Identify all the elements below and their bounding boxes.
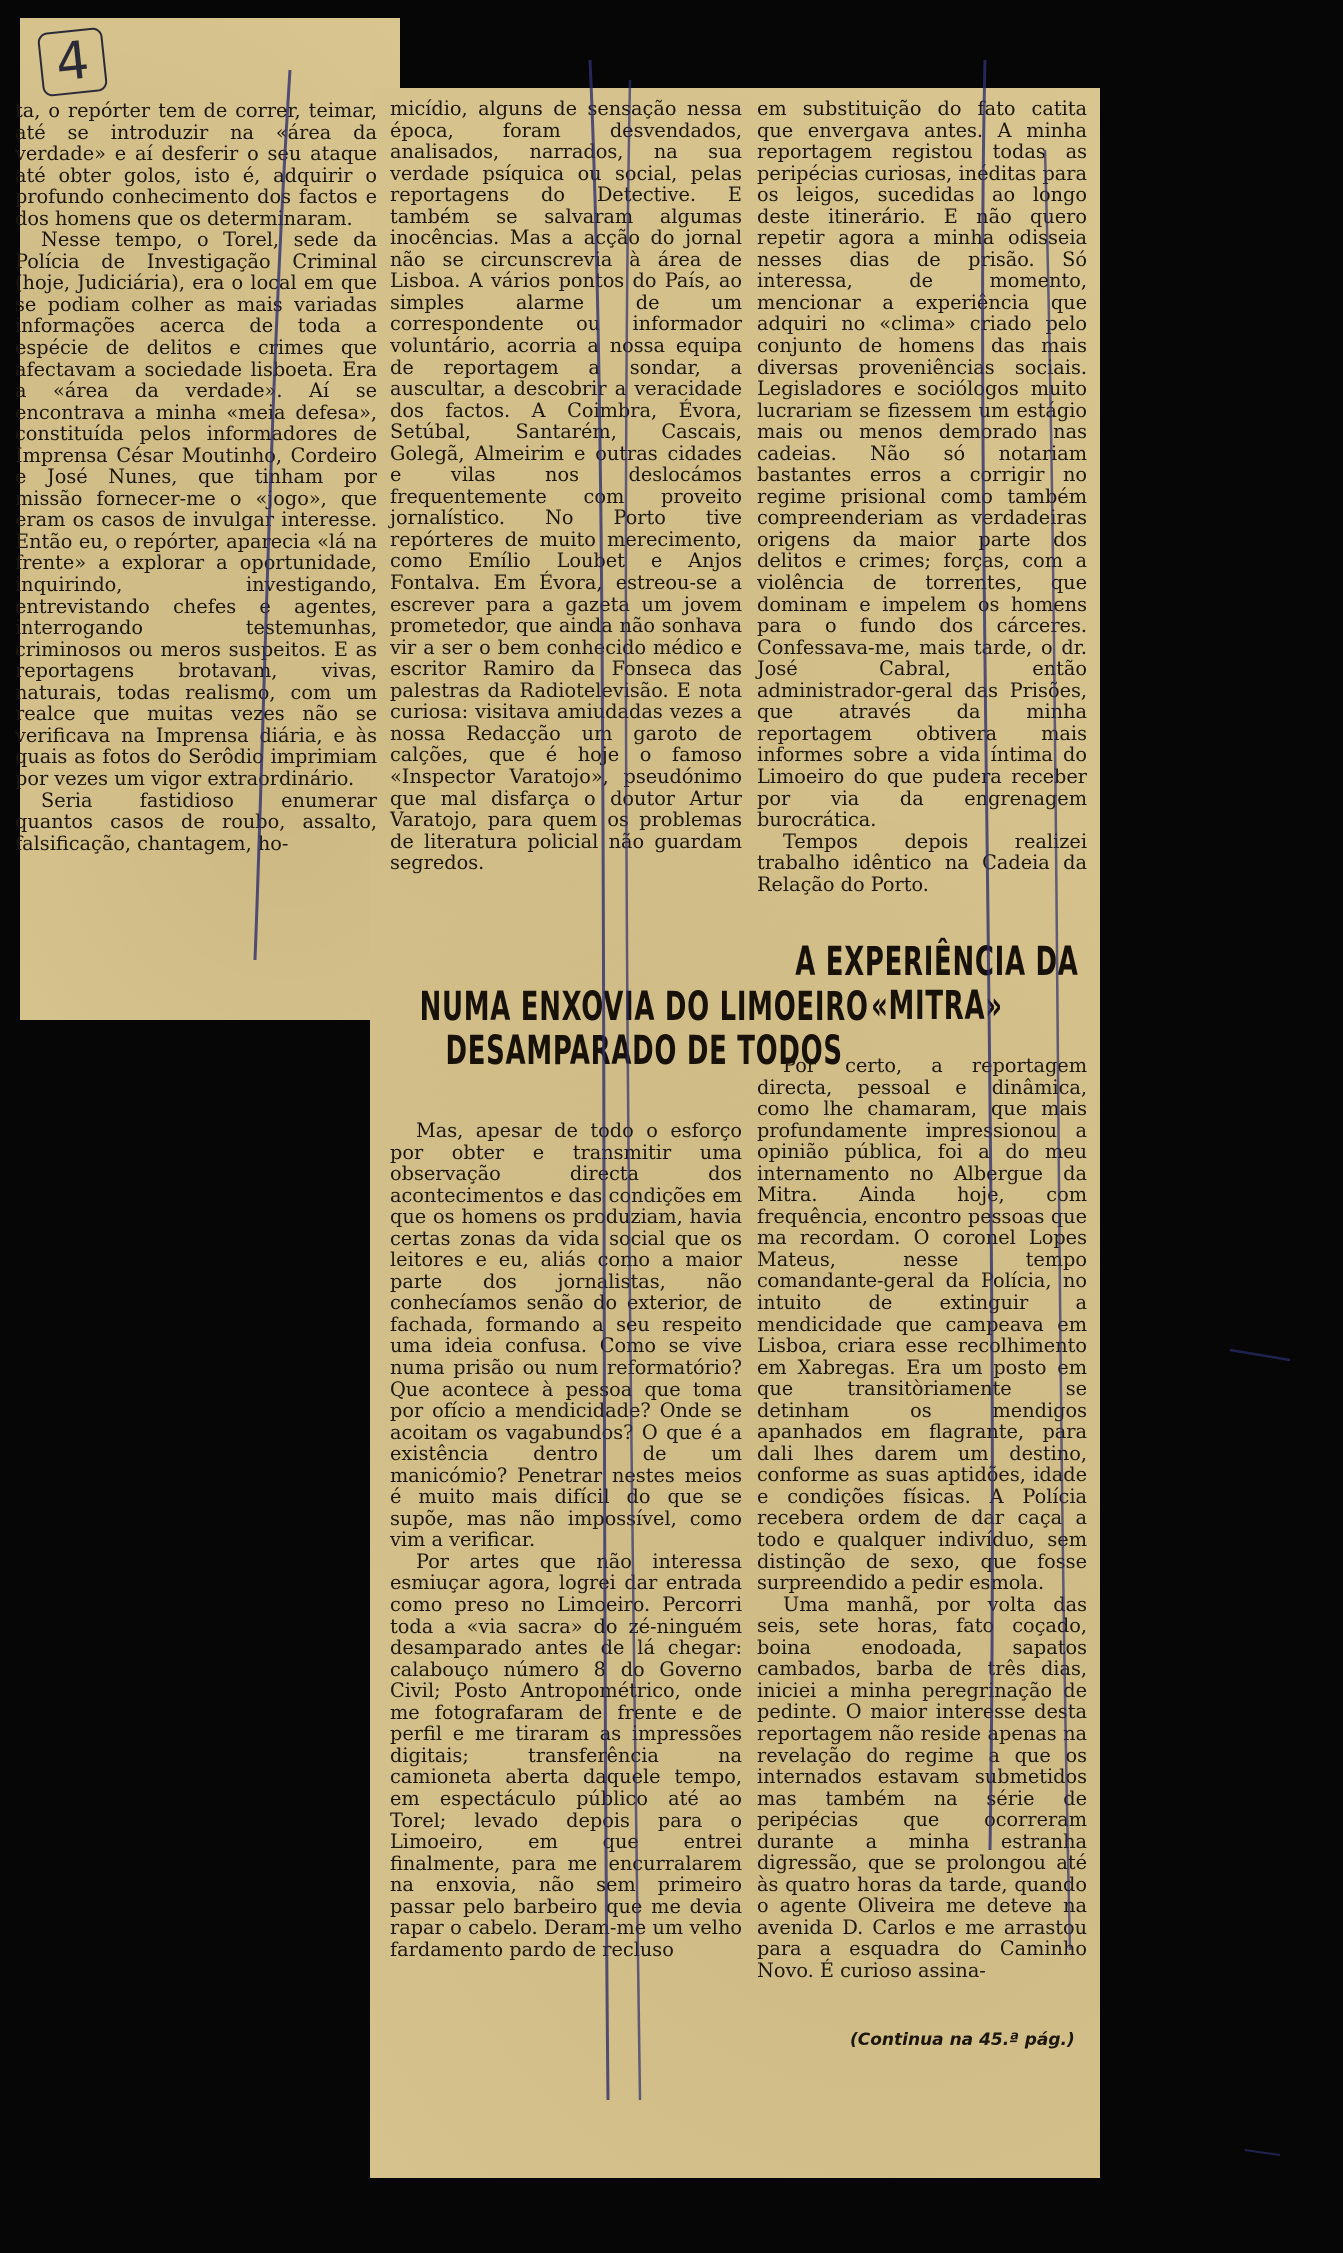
paragraph: em substituição do fato catita que envergava antes. A minha reportagem registou todas as peripécias curiosas, inéditas para os leigos, sucedidas ao longo deste itinerário. E não quero repetir agora a minha odisseia nesses dias de prisão. Só interessa, de momento, mencionar a experiência que adquiri no «clima» criado pelo conjunto de homens das mais diversas proveniências sociais. Legisladores e sociólogos muito lucrariam se fizessem um estágio mais ou menos demorado nas cadeias. Não só notariam bastantes erros a corrigir no regime prisional como também compreenderiam as verdadeiras origens da maior parte dos delitos e crimes; forças, com a violência de torrentes, que dominam e impelem os homens para o fundo dos cárceres. Confessava-me, mais tarde, o dr. José Cabral, então administrador-geral das Prisões, que através da minha reportagem obtivera mais informes sobre a vida íntima do Limoeiro do que pudera receber por via da engrenagem burocrática. [757, 97, 1087, 832]
pen-tick [1230, 1350, 1290, 1360]
paragraph: Por artes que não interessa esmiuçar agora, logrei dar entrada como preso no Limoeiro. Percorri toda a «via sacra» do zé-ninguém desamparado antes de lá chegar: calabouço número 8 do Governo Civil; Posto Antropométrico, onde me fotografaram de frente e de perfil e me tiraram as impressões digitais; transferência na camioneta aberta daquele tempo, em espectáculo público até ao Torel; levado depois para o Limoeiro, em que entrei finalmente, para me encurralarem na enxovia, não sem primeiro passar pelo barbeiro que me devia rapar o cabelo. Deram-me um velho fardamento pardo de recluso [390, 1549, 742, 1961]
handwritten-page-number: 4 [37, 27, 108, 97]
paragraph: Mas, apesar de todo o esforço por obter e transmitir uma observação directa dos acontecimentos e das condições em que os homens os produziam, havia certas zonas da vida social que os leitores e eu, aliás como a maior parte dos jornalistas, não conhecíamos senão do exterior, de fachada, formando a seu respeito uma ideia confusa. Como se vive numa prisão ou num reformatório? Que acontece à pessoa que toma por ofício a mendicidade? Onde se acoitam os vagabundos? O que é a existência dentro de um manicómio? Penetrar nestes meios é muito mais difícil do que se supõe, mas não impossível, como vim a verificar. [390, 1119, 742, 1552]
paragraph: Seria fastidioso enumerar quantos casos de roubo, assalto, falsificação, chantagem, ho- [15, 788, 377, 855]
pen-line [983, 60, 993, 1850]
paragraph: Por certo, a reportagem directa, pessoal e dinâmica, como lhe chamaram, que mais profundamente impressionou a opinião pública, foi a do meu internamento no Albergue da Mitra. Ainda hoje, com frequência, encontro pessoas que ma recordam. O coronel Lopes Mateus, nesse tempo comandante-geral da Polícia, no intuito de extinguir a mendicidade que campeava em Lisboa, criara esse recolhimento em Xabregas. Era um posto em que transitòriamente se detinham os mendigos apanhados em flagrante, para dali lhes darem um destino, conforme as suas aptidões, idade e condições físicas. A Polícia recebera ordem de dar caça a todo e qualquer indivíduo, sem distinção de sexo, que fosse surpreendido a pedir esmola. [757, 1054, 1087, 1595]
pen-tick [1245, 2150, 1280, 2155]
continuation-note: (Continua na 45.ª pág.) [850, 2030, 1075, 2050]
section-headline-mitra: A EXPERIÊNCIA DA «MITRA» [795, 939, 1079, 1029]
section-headline-limoeiro: NUMA ENXOVIA DO LIMOEIRO DESAMPARADO DE TODOS [419, 984, 869, 1074]
paragraph: ta, o repórter tem de correr, teimar, até se introduzir na «área da verdade» e aí desferir o seu ataque até obter golos, isto é, adquirir o profundo conhecimento dos factos e dos homens que os determinaram. [15, 99, 377, 230]
paragraph: micídio, alguns de sensação nessa época, foram desvendados, analisados, narrados, na sua verdade psíquica ou social, pelas reportagens do Detective. E também se salvaram algumas inocências. Mas a acção do jornal não se circunscrevia à área de Lisboa. A vários pontos do País, ao simples alarme de um correspondente ou informador voluntário, acorria a nossa equipa de reportagem a sondar, a auscultar, a descobrir a veracidade dos factos. A Coimbra, Évora, Setúbal, Santarém, Cascais, Golegã, Almeirim e outras cidades e vilas nos deslocámos frequentemente com proveito jornalístico. No Porto tive repórteres de muito merecimento, como Emílio Loubet e Anjos Fontalva. Em Évora, estreou-se a escrever para a gazeta um jovem prometedor, que ainda não sonhava vir a ser o bem conhecido médico e escritor Ramiro da Fonseca das palestras da Radiotelevisão. E nota curiosa: visitava amiudadas vezes a nossa Redacção um garoto de calções, que é hoje o famoso «Inspector Varatojo», pseudónimo que mal disfarça o doutor Artur Varatojo, para quem os problemas de literatura policial não guardam segredos. [390, 97, 742, 875]
paragraph: Uma manhã, por volta das seis, sete horas, fato coçado, boina enodoada, sapatos cambados, barba de três dias, iniciei a minha peregrinação de pedinte. O maior interesse desta reportagem não reside apenas na revelação do regime a que os internados estavam submetidos mas também na série de peripécias que ocorreram durante a minha estranha digressão, que se prolongou até às quatro horas da tarde, quando o agente Oliveira me deteve na avenida D. Carlos e me arrastou para a esquadra do Caminho Novo. É curioso assina- [757, 1592, 1087, 1982]
pen-line [590, 60, 608, 2100]
paragraph: Nesse tempo, o Torel, sede da Polícia de Investigação Criminal (hoje, Judiciária), era o local em que se podiam colher as mais variadas informações acerca de toda a espécie de delitos e crimes que afectavam a sociedade lisboeta. Era a «área da verdade». Aí se encontrava a minha «meia defesa», constituída pelos informadores de Imprensa César Moutinho, Cordeiro e José Nunes, que tinham por missão fornecer-me o «jogo», que eram os casos de invulgar interesse. Então eu, o repórter, aparecia «lá na frente» a explorar a oportunidade, inquirindo, investigando, entrevistando chefes e agentes, interrogando testemunhas, criminosos ou meros suspeitos. E as reportagens brotavam, vivas, naturais, todas realismo, com um realce que muitas vezes não se verificava na Imprensa diária, e às quais as fotos do Serôdio imprimiam por vezes um vigor extraordinário. [15, 228, 377, 790]
paragraph: Tempos depois realizei trabalho idêntico na Cadeia da Relação do Porto. [757, 829, 1087, 896]
pen-line [255, 70, 290, 960]
pen-line [626, 80, 640, 2100]
pen-line [1045, 150, 1070, 1950]
